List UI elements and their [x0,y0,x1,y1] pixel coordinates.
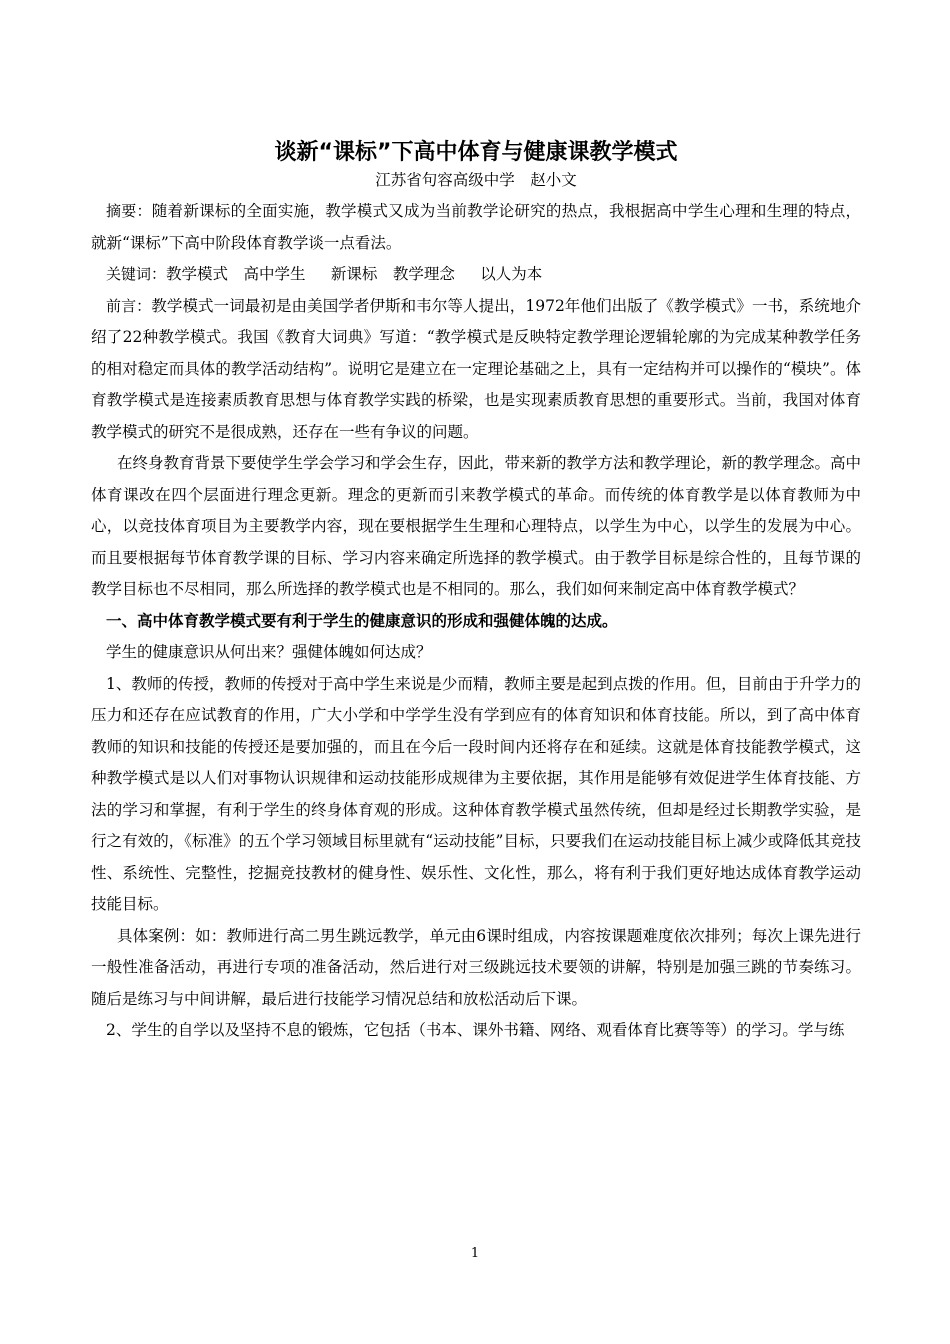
body-paragraph-2: 学生的健康意识从何出来？强健体魄如何达成？ [106,643,432,661]
page-number: 1 [470,1246,480,1261]
body-paragraph-5: 2、学生的自学以及坚持不息的锻炼，它包括（书本、课外书籍、网络、观看体育比赛等等）的学习。学与练 [106,1021,845,1039]
preface-paragraph [91,291,861,449]
keywords-text: 教学模式 高中学生 新课标 教学理念 以人为本 [166,265,543,283]
body-paragraph-1: 在终身教育背景下要使学生学会学习和学会生存，因此，带来新的教学方法和教学理论，新的教学理念。高中体育课改在四个层面进行理念更新。理念的更新而引来教学模式的革命。而传统的体育教学是以体育教师为中心，以竞技体育项目为主要教学内容，现在要根据学生生理和心理特点，以学生为中心，以学生的发展为中心。而且要根据每节体育教学课的目标、学习内容来确定所选择的教学模式。由于教学目标是综合性的，且每节课的教学目标也不尽相同，那么所选择的教学模式也是不相同的。那么，我们如何来制定高中体育教学模式？ [91,454,862,598]
keywords-label: 关键词： [106,265,167,283]
document-title: 谈新“课标”下高中体育与健康课教学模式 [274,140,678,165]
abstract-label: 摘要： [106,202,152,220]
preface-text: 教学模式一词最初是由美国学者伊斯和韦尔等人提出，1972年他们出版了《教学模式》一书，系统地介绍了22种教学模式。我国《教育大词典》写道：“教学模式是反映特定教学理论逻辑轮廓的为完成某种教学任务的相对稳定而具体的教学活动结构”。说明它是建立在一定理论基础之上，具有一定结构并可以操作的“模块”。体育教学模式是连接素质教育思想与体育教学实践的桥梁，也是实现素质教育思想的重要形式。当前，我国对体育教学模式的研究不是很成熟，还存在一些有争议的问题。 [91,296,861,441]
abstract-text: 随着新课标的全面实施，教学模式又成为当前教学论研究的热点，我根据高中学生心理和生理的特点，就新“课标”下高中阶段体育教学谈一点看法。 [91,202,861,252]
document-author: 江苏省句容高级中学 赵小文 [375,171,577,189]
keywords-paragraph [91,259,861,291]
body-paragraph-4: 具体案例：如：教师进行高二男生跳远教学，单元由6课时组成，内容按课题难度依次排列；每次上课先进行一般性准备活动，再进行专项的准备活动，然后进行对三级跳远技术要领的讲解，特别是加强三跳的节奏练习。随后是练习与中间讲解，最后进行技能学习情况总结和放松活动后下课。 [91,926,861,1008]
document-body [91,138,861,1047]
body-paragraph-3: 1、教师的传授，教师的传授对于高中学生来说是少而精，教师主要是起到点拨的作用。但，目前由于升学力的压力和还存在应试教育的作用，广大小学和中学学生没有学到应有的体育知识和体育技能。所以，到了高中体育教师的知识和技能的传授还是要加强的，而且在今后一段时间内还将存在和延续。这就是体育技能教学模式，这种教学模式是以人们对事物认识规律和运动技能形成规律为主要依据，其作用是能够有效促进学生体育技能、方法的学习和掌握，有利于学生的终身体育观的形成。这种体育教学模式虽然传统，但却是经过长期教学实验，是行之有效的，《标准》的五个学习领域目标里就有“运动技能”目标，只要我们在运动技能目标上减少或降低其竞技性、系统性、完整性，挖掘竞技教材的健身性、娱乐性、文化性，那么，将有利于我们更好地达成体育教学运动技能目标。 [91,674,861,913]
abstract-paragraph [91,196,861,259]
section-heading-1: 一、高中体育教学模式要有利于学生的健康意识的形成和强健体魄的达成。 [106,611,618,630]
preface-label: 前言： [106,296,152,315]
